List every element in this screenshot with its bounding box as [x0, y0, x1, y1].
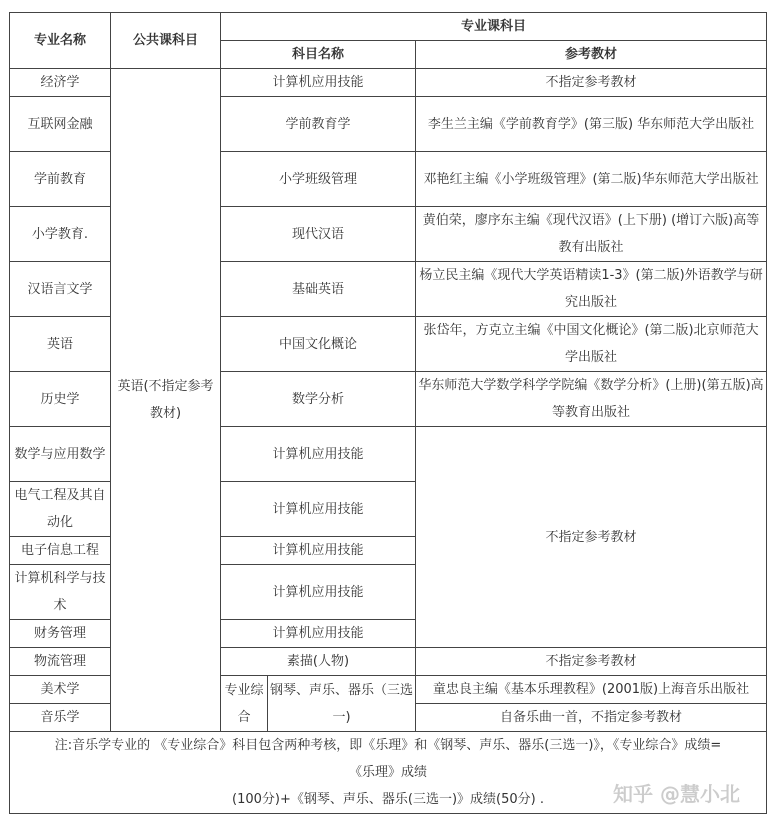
- major-cell: 计算机科学与技术: [10, 565, 111, 620]
- public-course-cell: 英语(不指定参考教材): [111, 69, 221, 732]
- subject-cell: 小学班级管理: [221, 152, 416, 207]
- major-cell: 互联网金融: [10, 97, 111, 152]
- subject-cell: 计算机应用技能: [221, 427, 416, 482]
- reference-cell: 李生兰主编《学前教育学》(第三版) 华东师范大学出版社: [416, 97, 767, 152]
- reference-cell: 童忠良主编《基本乐理教程》(2001版)上海音乐出版社: [416, 676, 767, 704]
- subject-cell: 基础英语: [221, 262, 416, 317]
- subject-cell: 计算机应用技能: [221, 482, 416, 537]
- music-group-cell: 专业综合: [221, 676, 268, 732]
- reference-cell: 不指定参考教材: [416, 69, 767, 97]
- music-subject-cell: 钢琴、声乐、器乐（三选一): [268, 676, 416, 732]
- major-cell: 汉语言文学: [10, 262, 111, 317]
- major-cell: 财务管理: [10, 620, 111, 648]
- reference-cell: 邓艳红主编《小学班级管理》(第二版)华东师范大学出版社: [416, 152, 767, 207]
- course-table: [9, 12, 767, 814]
- major-cell: 小学教育.: [10, 207, 111, 262]
- major-cell: 英语: [10, 317, 111, 372]
- major-cell: 美术学: [10, 676, 111, 704]
- note-line-2: 《乐理》成绩: [349, 765, 428, 780]
- major-cell: 学前教育: [10, 152, 111, 207]
- shared-reference-cell: 不指定参考教材: [416, 427, 767, 648]
- header-subject: 科目名称: [221, 41, 416, 69]
- reference-cell: 自备乐曲一首，不指定参考教材: [416, 704, 767, 732]
- major-cell: 经济学: [10, 69, 111, 97]
- note-line-3: (100分)+《钢琴、声乐、器乐(三选一)》成绩(50分) .: [232, 792, 544, 807]
- subject-cell: 计算机应用技能: [221, 620, 416, 648]
- major-cell: 音乐学: [10, 704, 111, 732]
- subject-cell: 计算机应用技能: [221, 69, 416, 97]
- reference-cell: 张岱年，方克立主编《中国文化概论》(第二版)北京师范大学出版社: [416, 317, 767, 372]
- reference-cell: 华东师范大学数学科学学院编《数学分析》(上册)(第五版)高等教育出版社: [416, 372, 767, 427]
- watermark: 知乎 @慧小北: [613, 782, 740, 806]
- subject-cell: 数学分析: [221, 372, 416, 427]
- major-cell: 物流管理: [10, 648, 111, 676]
- major-cell: 电子信息工程: [10, 537, 111, 565]
- subject-cell: 素描(人物): [221, 648, 416, 676]
- reference-cell: 杨立民主编《现代大学英语精读1-3》(第二版)外语教学与研究出版社: [416, 262, 767, 317]
- subject-cell: 现代汉语: [221, 207, 416, 262]
- header-major: 专业名称: [10, 13, 111, 69]
- subject-cell: 计算机应用技能: [221, 565, 416, 620]
- header-professional: 专业课科目: [221, 13, 767, 41]
- subject-cell: 中国文化概论: [221, 317, 416, 372]
- major-cell: 数学与应用数学: [10, 427, 111, 482]
- note-line-1: 注:音乐学专业的 《专业综合》科目包含两种考核，即《乐理》和《钢琴、声乐、器乐(三选一)》，《专业综合》成绩=: [54, 738, 722, 753]
- reference-cell: 黄伯荣，廖序东主编《现代汉语》(上下册) (增订六版)高等教有出版社: [416, 207, 767, 262]
- major-cell: 电气工程及其自动化: [10, 482, 111, 537]
- reference-cell: 不指定参考教材: [416, 648, 767, 676]
- major-cell: 历史学: [10, 372, 111, 427]
- header-public: 公共课科目: [111, 13, 221, 69]
- subject-cell: 学前教育学: [221, 97, 416, 152]
- header-reference: 参考教材: [416, 41, 767, 69]
- subject-cell: 计算机应用技能: [221, 537, 416, 565]
